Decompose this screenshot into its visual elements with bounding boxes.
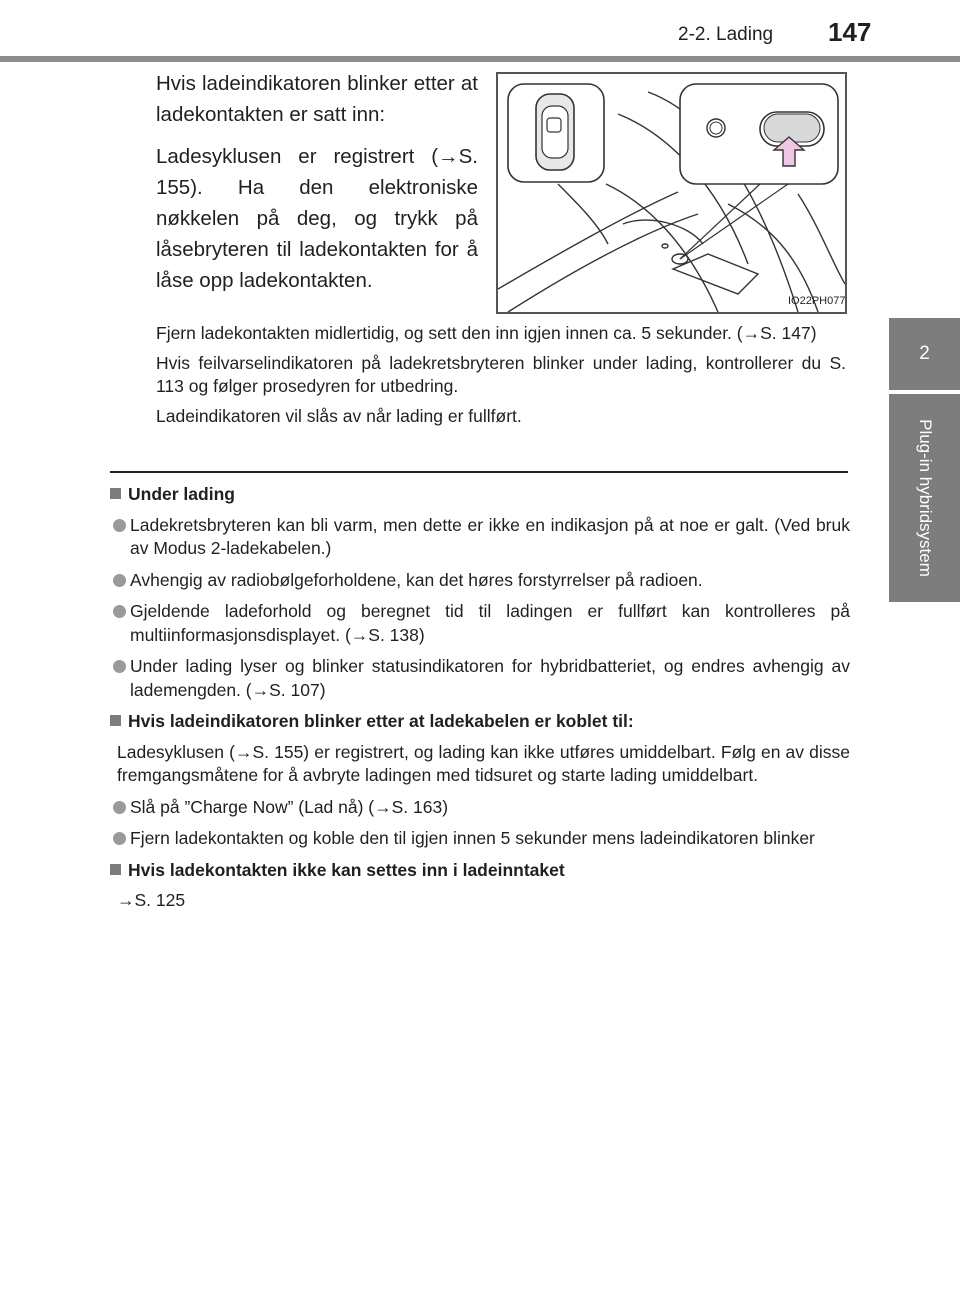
section-divider bbox=[110, 471, 848, 473]
page-number: 147 bbox=[828, 17, 872, 47]
list-item: Avhengig av radiobølgeforholdene, kan det høres forstyrrelser på radioen. bbox=[110, 569, 850, 593]
chapter-tab-number: 2 bbox=[889, 318, 960, 390]
list-item: Ladekretsbryteren kan bli varm, men dette er ikke en indikasjon på at noe er galt. (Ved bruk av Modus 2-ladekabelen.) bbox=[110, 514, 850, 561]
note-fault-indicator: Hvis feilvarselindikatoren på ladekretsbryteren blinker under lading, kontrollerer du S. 113 og følger prosedyren for utbedring. bbox=[156, 353, 846, 396]
page-reference: →S. 125 bbox=[117, 890, 186, 910]
header-rule bbox=[0, 56, 960, 62]
heading-under-lading: Under lading bbox=[110, 483, 850, 507]
intro-condition: Hvis ladeindikatoren blinker etter at ladekontakten er satt inn: bbox=[156, 72, 478, 126]
info-sections bbox=[110, 483, 850, 921]
list-item: Fjern ladekontakten og koble den til igjen innen 5 sekunder mens ladeindikatoren blinker bbox=[110, 827, 850, 851]
notes bbox=[156, 322, 846, 435]
note-reinsert: Fjern ladekontakten midlertidig, og sett den inn igjen innen ca. 5 sekunder. (→S. 147) bbox=[156, 323, 817, 343]
section-title: 2-2. Lading bbox=[678, 24, 774, 45]
list-item: Under lading lyser og blinker statusindikatoren for hybridbatteriet, og endres avhengig av lademengden. (→S. 107) bbox=[110, 655, 850, 702]
intro-text bbox=[156, 68, 478, 307]
heading-connector-not-insertable: Hvis ladekontakten ikke kan settes inn i ladeinntaket bbox=[110, 859, 850, 883]
list-item: Gjeldende ladeforhold og beregnet tid til ladingen er fullført kan kontrolleres på multiinformasjonsdisplayet. (→S. 138) bbox=[110, 600, 850, 647]
heading-indicator-flashing: Hvis ladeindikatoren blinker etter at ladekabelen er koblet til: bbox=[110, 710, 850, 734]
note-indicator-off: Ladeindikatoren vil slås av når lading er fullført. bbox=[156, 406, 522, 426]
charging-connector-illustration bbox=[496, 72, 847, 314]
paragraph: Ladesyklusen (→S. 155) er registrert, og lading kan ikke utføres umiddelbart. Følg en av disse fremgangsmåtene for å avbryte ladingen med tidsuret og starte lading umiddelbart. bbox=[117, 741, 850, 785]
figure-code: IO22PH077 bbox=[788, 295, 845, 307]
list-item: Slå på ”Charge Now” (Lad nå) (→S. 163) bbox=[110, 796, 850, 820]
chapter-tab-label: Plug-in hybridsystem bbox=[889, 394, 960, 602]
intro-instruction: Ladesyklusen er registrert (→S. 155). Ha den elektroniske nøkkelen på deg, og trykk på låsebryteren til ladekontakten for å låse opp ladekontakten. bbox=[156, 145, 478, 292]
